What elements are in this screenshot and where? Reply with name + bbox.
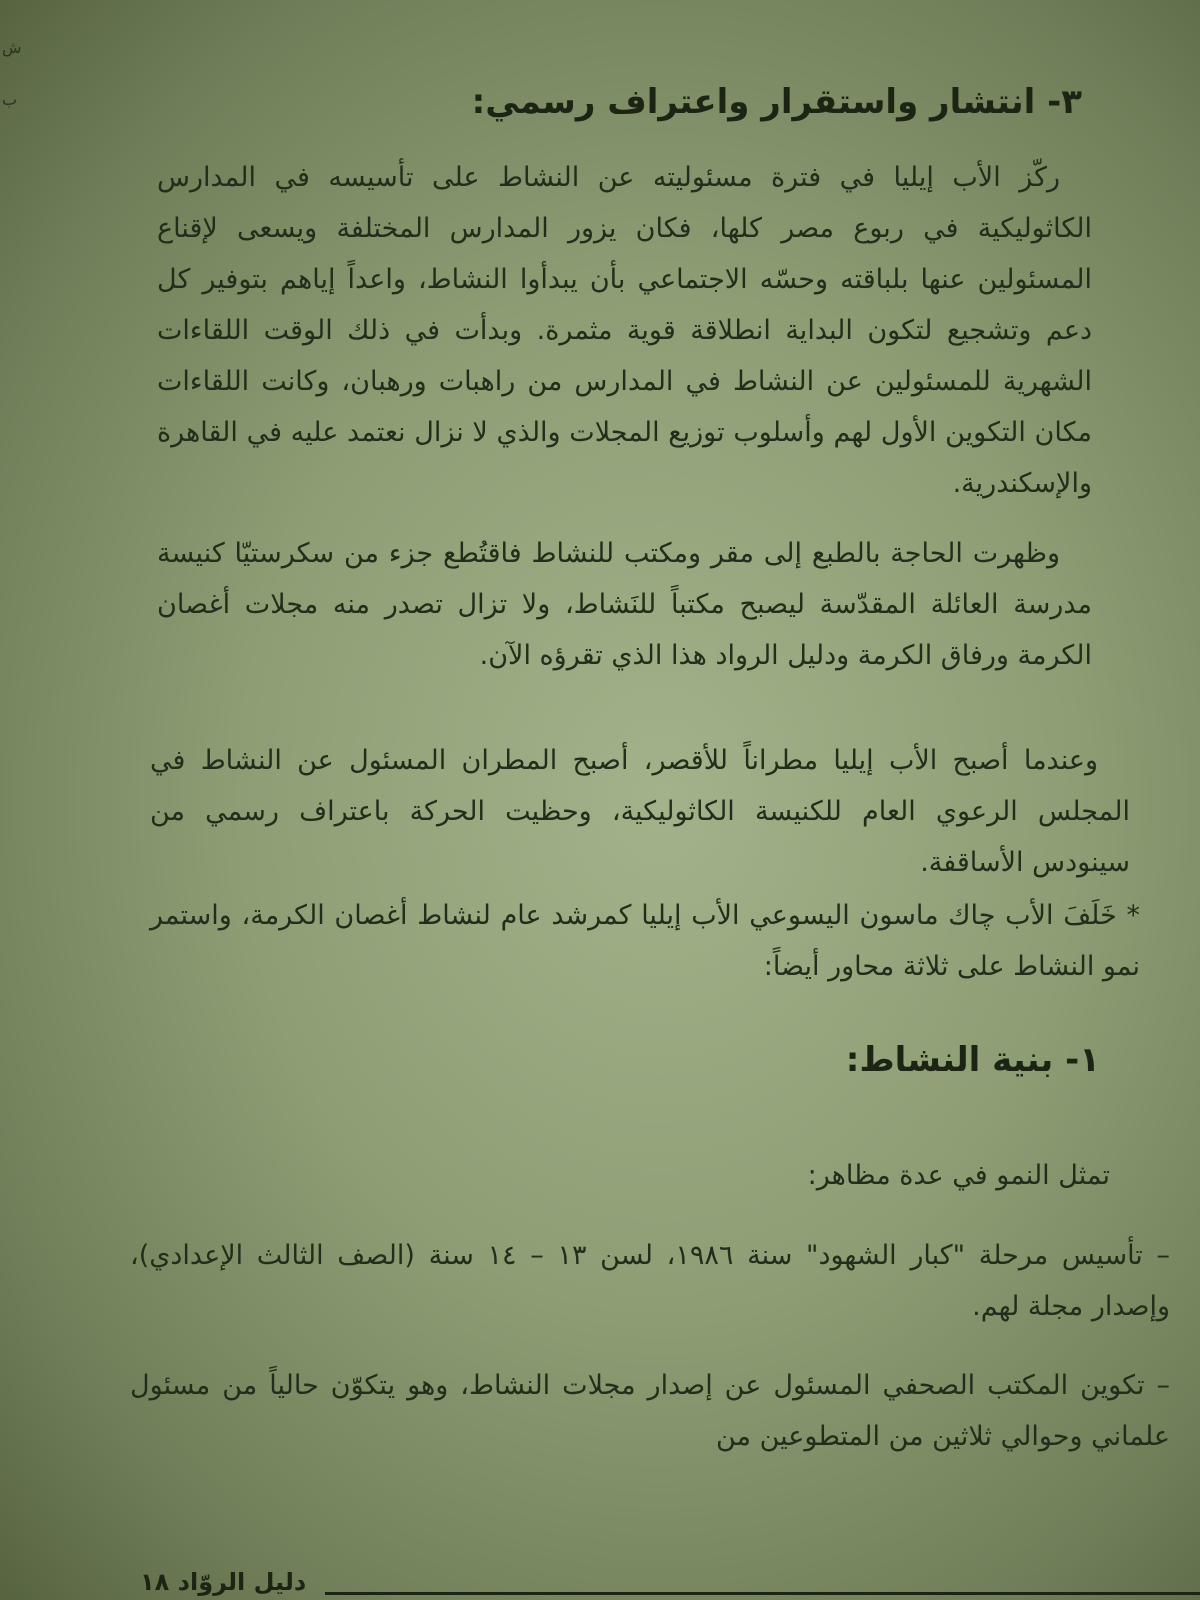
- list-item: – تأسيس مرحلة "كبار الشهود" سنة ١٩٨٦، لسن ١٣ – ١٤ سنة (الصف الثالث الإعدادي)، وإصدار مجلة لهم.: [130, 1240, 1171, 1322]
- section-heading: ١- بنية النشاط:: [845, 1040, 1100, 1080]
- section-heading: ٣- انتشار واستقرار واعتراف رسمي:: [471, 82, 1082, 122]
- paragraph: وظهرت الحاجة بالطبع إلى مقر ومكتب للنشاط فاقتُطع جزء من سكرستيّا كنيسة مدرسة العائلة المقدّسة ليصبح مكتباً للنَشاط، ولا تزال تصدر منه مجلات أغصان الكرمة ورفاق الكرمة ودليل الرواد هذا الذي تقرؤه الآن.: [157, 538, 1092, 671]
- edge-character: ش: [2, 38, 22, 57]
- paragraph: وعندما أصبح الأب إيليا مطراناً للأقصر، أصبح المطران المسئول عن النشاط في المجلس الرعوي العام للكنيسة الكاثوليكية، وحظيت الحركة باعتراف رسمي من سينودس الأساقفة.: [150, 745, 1130, 878]
- footer-rule: [325, 1592, 1200, 1595]
- edge-character: ب: [2, 90, 18, 109]
- list-item: – تكوين المكتب الصحفي المسئول عن إصدار مجلات النشاط، وهو يتكوّن حالياً من مسئول علماني وحوالي ثلاثين من المتطوعين من: [130, 1370, 1170, 1452]
- paragraph: * خَلَفَ الأب چاك ماسون اليسوعي الأب إيليا كمرشد عام لنشاط أغصان الكرمة، واستمر نمو النشاط على ثلاثة محاور أيضاً:: [150, 900, 1140, 982]
- paragraph: تمثل النمو في عدة مظاهر:: [807, 1160, 1110, 1191]
- page-footer: دليل الروّاد ١٨: [140, 1568, 307, 1596]
- paragraph: ركّز الأب إيليا في فترة مسئوليته عن النشاط على تأسيسه في المدارس الكاثوليكية في ربوع مصر كلها، فكان يزور المدارس المختلفة ويسعى لإقناع المسئولين عنها بلباقته وحسّه الاجتماعي بأن يبدأوا النشاط، واعداً إياهم بتوفير كل دعم وتشجيع لتكون البداية انطلاقة قوية مثمرة. وبدأت في ذلك الوقت اللقاءات الشهرية للمسئولين عن النشاط في المدارس من راهبات ورهبان، وكانت اللقاءات مكان التكوين الأول لهم وأسلوب توزيع المجلات والذي لا نزال نعتمد عليه في القاهرة والإسكندرية.: [157, 162, 1092, 499]
